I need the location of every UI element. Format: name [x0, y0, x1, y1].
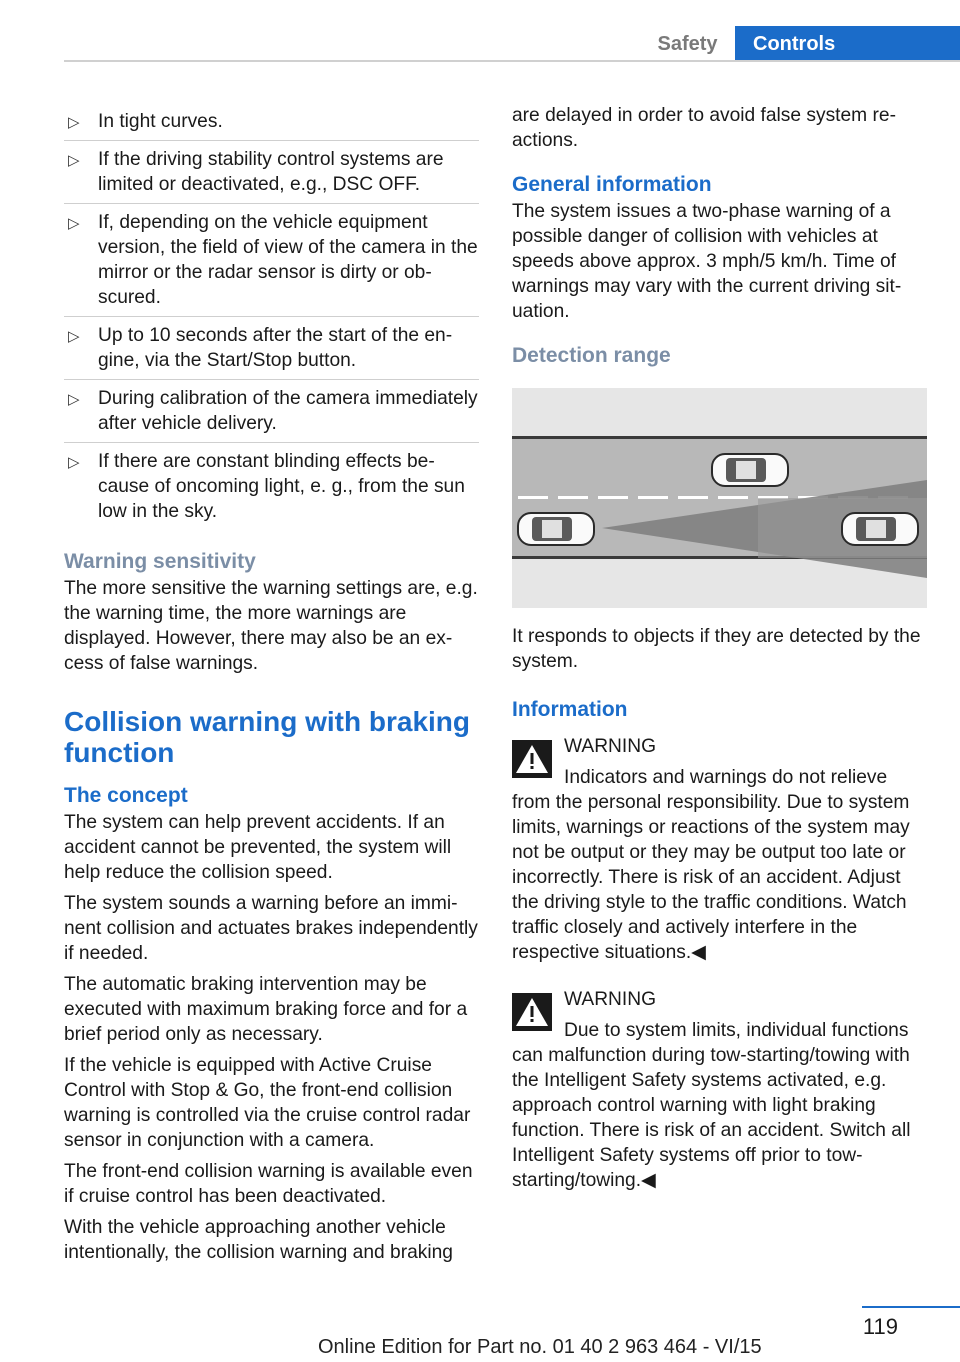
- information-heading: Information: [512, 698, 628, 721]
- right-column: [512, 103, 927, 1199]
- footer-divider: [862, 1306, 960, 1308]
- general-information-heading: General information: [512, 173, 712, 196]
- page-number: 119: [862, 1314, 898, 1339]
- concept-paragraph: The front-end collision warning is available even if cruise control has been deactivated.: [64, 1161, 473, 1207]
- concept-heading: The concept: [64, 784, 188, 807]
- list-item: ▷ If there are constant blinding effects because of oncoming light, e. g., from the sun low in the sky.: [68, 451, 465, 522]
- continuation-text: are delayed in order to avoid false system reactions.: [512, 105, 896, 151]
- triangle-bullet-icon: ▷: [68, 152, 80, 169]
- concept-paragraph: If the vehicle is equipped with Active Cruise Control with Stop & Go, the front-end collision warning is controlled via the cruise control radar sensor in conjunction with a camera.: [64, 1055, 471, 1151]
- list-item: ▷ If, depending on the vehicle equipment version, the field of view of the camera in the mirror or the radar sensor is dirty or obscured.: [64, 204, 479, 317]
- warning-title: WARNING: [564, 989, 657, 1010]
- list-item: ▷ If the driving stability control systems are limited or deactivated, e.g., DSC OFF.: [64, 141, 479, 204]
- list-item: ▷ During calibration of the camera immediately after vehicle delivery.: [64, 380, 479, 443]
- conditions-list: [64, 103, 479, 530]
- detection-range-heading: Detection range: [512, 344, 671, 367]
- warning-sensitivity-heading: Warning sensitivity: [64, 550, 256, 573]
- warning-body: Indicators and warnings do not relieve from the personal responsibility. Due to system limits, warnings or reactions of the system may not be output or they may be output too late or incorrectly. There is risk of an accident. Adjust the driving style to the traffic conditions. Watch traffic closely and actively interfere in the respective situations.◀: [512, 767, 910, 963]
- warning-block: [512, 734, 927, 965]
- warning-title: WARNING: [564, 736, 657, 757]
- triangle-bullet-icon: ▷: [68, 114, 80, 131]
- concept-paragraph: With the vehicle approaching another vehicle intentionally, the collision warning and braking: [64, 1217, 453, 1263]
- warning-block: [512, 987, 927, 1193]
- road-edge-top: [512, 436, 927, 439]
- page-header: [0, 0, 960, 62]
- general-information-text: The system issues a two-phase warning of a possible danger of collision with vehicles at speeds above approx. 3 mph/5 km/h. Time of warnings may vary with the current driving situation.: [512, 201, 902, 322]
- concept-paragraph: The automatic braking intervention may be executed with maximum braking force and for a brief period only as necessary.: [64, 974, 468, 1045]
- list-item: ▷ Up to 10 seconds after the start of the engine, via the Start/Stop button.: [64, 317, 479, 380]
- tab-safety[interactable]: Safety: [657, 33, 718, 55]
- warning-body: Due to system limits, individual functions can malfunction during tow-starting/towing with the Intelligent Safety systems activated, e.g. approach control warning with light braking function. There is risk of an accident. Switch all Intelligent Safety systems off prior to tow-starting/towing.◀: [512, 1020, 911, 1191]
- section-title: Collision warning with braking function: [64, 706, 471, 768]
- detection-caption: It responds to objects if they are detected by the system.: [512, 626, 921, 672]
- triangle-bullet-icon: ▷: [68, 328, 80, 345]
- warning-sensitivity-text: The more sensitive the warning settings are, e.g. the warning time, the more warnings are displayed. However, there may also be an excess of false warnings.: [64, 578, 478, 674]
- triangle-bullet-icon: ▷: [68, 215, 80, 232]
- triangle-bullet-icon: ▷: [68, 391, 80, 408]
- left-column: [64, 103, 479, 1271]
- concept-paragraph: The system can help prevent accidents. If an accident cannot be prevented, the system will help reduce the collision speed.: [64, 812, 452, 883]
- car-ahead-icon: [842, 513, 918, 545]
- list-item: ▷ In tight curves.: [64, 103, 479, 141]
- warning-triangle-icon: [512, 740, 552, 778]
- triangle-bullet-icon: ▷: [68, 454, 80, 471]
- detection-range-illustration: [512, 388, 927, 608]
- header-divider: [64, 60, 960, 62]
- car-own-icon: [518, 513, 594, 545]
- tab-controls[interactable]: Controls: [735, 26, 960, 62]
- car-top-icon: [712, 454, 788, 486]
- edition-footer: Online Edition for Part no. 01 40 2 963 464 - VI/15: [318, 1336, 762, 1358]
- warning-triangle-icon: [512, 993, 552, 1031]
- concept-paragraph: The system sounds a warning before an imminent collision and actuates brakes independently if needed.: [64, 893, 478, 964]
